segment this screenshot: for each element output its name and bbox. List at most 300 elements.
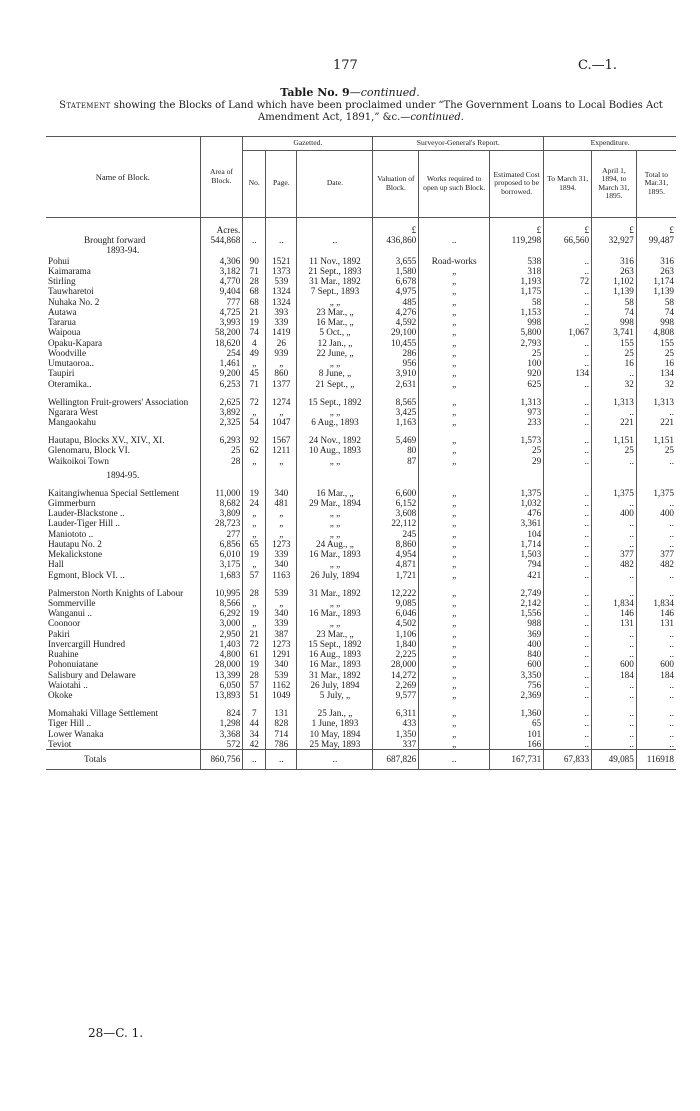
cell-valuation: 9,577 [373,690,419,700]
table-row [46,407,676,417]
cell-valuation: 956 [373,358,419,368]
cell-to-march: .. [544,480,592,498]
cell-no: „ [243,598,266,608]
cell-name: Ruahine [48,649,79,659]
cell-page: 339 [266,317,297,327]
cell-area: 6,856 [200,539,243,549]
table-row [46,327,676,337]
cell-valuation: 12,222 [373,580,419,598]
cell-no: „ [243,508,266,518]
header-april: April 1, 1894, to March 31, 1895. [592,150,637,217]
cell-area: 254 [200,348,243,358]
cell-works: Road-works [419,256,490,266]
cell-no: 54 [243,417,266,427]
cell-no: 19 [243,317,266,327]
cell-total: 316 [636,256,676,266]
cell-date: „ „ [297,529,373,539]
cell-to-march: .. [544,690,592,700]
cell-no: 71 [243,379,266,389]
cell-estimated: 369 [490,629,544,639]
cell-total: 600 [636,659,676,669]
cell-date: 8 June, „ [297,368,373,378]
cell-name: Mangaokahu [48,417,96,427]
cell-works: „ [419,379,490,389]
cell-total: .. [636,718,676,728]
cell-april: 1,834 [592,598,637,608]
cell-name: Nuhaka No. 2 [48,296,100,307]
units-row [46,217,676,235]
cell-estimated: 3,361 [490,518,544,528]
header-date: Date. [297,150,373,217]
cell-date: 23 Mar., „ [297,629,373,639]
cell-works: „ [419,549,490,559]
cell-name: Egmont, Block VI. .. [48,569,125,580]
cell-area: 3,809 [200,508,243,518]
cell-april: 263 [592,266,637,276]
cell-no: „ [243,529,266,539]
table-row [46,639,676,649]
cell-to-march: .. [544,580,592,598]
cell-total: 146 [636,608,676,618]
cell-date: „ „ [297,598,373,608]
cell-to-march: .. [544,700,592,718]
cell-estimated: 166 [490,739,544,750]
totals-total: 116918 [636,750,676,770]
cell-estimated: 973 [490,407,544,417]
cell-no: 72 [243,639,266,649]
cell-page: 340 [266,659,297,669]
cell-area: 8,682 [200,498,243,508]
cell-name: Tiger Hill .. [48,718,92,729]
cell-area: 8,566 [200,598,243,608]
cell-date: 12 Jan., „ [297,338,373,348]
cell-page: 1273 [266,639,297,649]
cell-no: 68 [243,286,266,296]
cell-area: 9,200 [200,368,243,378]
cell-area: 28,723 [200,518,243,528]
cell-works: „ [419,670,490,680]
cell-total: 4,808 [636,327,676,337]
cell-total: 25 [636,445,676,455]
bf-total: 99,487 [636,235,676,245]
cell-date: 21 Sept., 1893 [297,266,373,276]
header-to-march: To March 31, 1894. [544,150,592,217]
cell-name: Hautapu, Blocks XV., XIV., XI. [48,435,165,446]
table-row [46,649,676,659]
cell-estimated: 25 [490,348,544,358]
cell-page: 786 [266,739,297,750]
cell-april: 482 [592,559,637,569]
statement-text: showing the Blocks of Land which have been proclaimed under “The Government Loans to Local Bodies Act Amendment Act, 1891,” &c.— [113,100,663,123]
cell-area: 1,461 [200,358,243,368]
cell-to-march: .. [544,286,592,296]
cell-valuation: 3,425 [373,407,419,417]
unit-to-march: £ [544,217,592,235]
cell-to-march: .. [544,379,592,389]
cell-no: 71 [243,266,266,276]
cell-page: „ [266,518,297,528]
cell-april: 400 [592,508,637,518]
totals-row [46,750,676,770]
cell-estimated: 29 [490,456,544,466]
cell-name: Pohui [48,255,70,266]
cell-to-march: .. [544,529,592,539]
cell-date: „ „ [297,618,373,628]
cell-april: .. [592,700,637,718]
cell-no: 62 [243,445,266,455]
cell-date: 16 Aug., 1893 [297,649,373,659]
cell-valuation: 8,565 [373,389,419,407]
cell-page: „ [266,358,297,368]
cell-total: .. [636,498,676,508]
cell-estimated: 233 [490,417,544,427]
cell-name: Mekalickstone [48,549,103,559]
table-row [46,368,676,378]
cell-to-march: .. [544,427,592,445]
table-row [46,718,676,728]
table-row [46,348,676,358]
cell-date: 22 June, „ [297,348,373,358]
cell-estimated: 794 [490,559,544,569]
cell-to-march: .. [544,266,592,276]
cell-name: Invercargill Hundred [48,638,126,649]
cell-works: „ [419,338,490,348]
cell-valuation: 10,455 [373,338,419,348]
table-row [46,559,676,569]
cell-area: 9,404 [200,286,243,296]
cell-name: Glenomaru, Block VI. [48,445,130,456]
cell-date: 11 Nov., 1892 [297,256,373,266]
cell-name: Oteramika.. [48,378,92,389]
table-row [46,266,676,276]
cell-valuation: 4,871 [373,559,419,569]
cell-area: 3,892 [200,407,243,417]
cell-total: 74 [636,307,676,317]
bf-valuation: 436,860 [373,235,419,245]
statement-suffix: continued. [410,112,464,123]
cell-name: Maniototo .. [48,528,94,539]
cell-to-march: .. [544,358,592,368]
cell-to-march: .. [544,608,592,618]
cell-area: 11,000 [200,480,243,498]
cell-april: 32 [592,379,637,389]
cell-works: „ [419,529,490,539]
cell-estimated: 421 [490,570,544,580]
cell-estimated: 538 [490,256,544,266]
cell-april: 1,375 [592,480,637,498]
cell-estimated: 1,573 [490,427,544,445]
cell-area: 277 [200,529,243,539]
unit-estimated: £ [490,217,544,235]
cell-estimated: 25 [490,445,544,455]
cell-no: 72 [243,389,266,407]
cell-name: Palmerston North Knights of Labour [48,587,184,598]
cell-no: „ [243,518,266,528]
cell-page: „ [266,508,297,518]
totals-valuation: 687,826 [373,750,419,770]
cell-april: 131 [592,618,637,628]
cell-date: 23 Mar., „ [297,307,373,317]
cell-estimated: 1,375 [490,480,544,498]
cell-no: 21 [243,307,266,317]
cell-april: .. [592,729,637,739]
cell-no: 51 [243,690,266,700]
cell-to-march: 72 [544,276,592,286]
cell-to-march: .. [544,670,592,680]
cell-estimated: 1,714 [490,539,544,549]
cell-works: „ [419,417,490,427]
cell-works: „ [419,680,490,690]
cell-to-march: .. [544,639,592,649]
cell-total: .. [636,729,676,739]
cell-works: „ [419,639,490,649]
cell-area: 6,253 [200,379,243,389]
unit-total: £ [636,217,676,235]
cell-valuation: 2,225 [373,649,419,659]
statement-heading [46,100,676,124]
table-row [46,480,676,498]
cell-total: .. [636,690,676,700]
cell-works: „ [419,729,490,739]
cell-total: 184 [636,670,676,680]
cell-estimated: 756 [490,680,544,690]
cell-page: „ [266,598,297,608]
section-1894-row [46,466,676,480]
cell-estimated: 625 [490,379,544,389]
cell-name: Umutaoroa.. [48,358,94,368]
cell-works: „ [419,700,490,718]
cell-no: 19 [243,549,266,559]
cell-estimated: 920 [490,368,544,378]
section-1893-row [46,245,676,255]
cell-area: 28,000 [200,659,243,669]
cell-no: „ [243,618,266,628]
cell-to-march: .. [544,508,592,518]
table-row [46,670,676,680]
cell-total: 377 [636,549,676,559]
cell-area: 6,010 [200,549,243,559]
cell-works: „ [419,629,490,639]
cell-april: .. [592,456,637,466]
cell-area: 3,182 [200,266,243,276]
cell-name: Wanganui .. [48,608,92,618]
cell-date: 10 Aug., 1893 [297,445,373,455]
table-row [46,598,676,608]
cell-april: 1,151 [592,427,637,445]
totals-name: Totals [84,754,107,765]
cell-name: Pohonuiatane [48,659,99,670]
cell-valuation: 28,000 [373,659,419,669]
totals-date: .. [297,750,373,770]
cell-name: Woodville [48,347,87,358]
cell-estimated: 1,313 [490,389,544,407]
cell-page: 1419 [266,327,297,337]
cell-no: 21 [243,629,266,639]
cell-april: 25 [592,445,637,455]
bf-april: 32,927 [592,235,637,245]
cell-to-march: .. [544,389,592,407]
header-area: Area of Block. [200,137,243,218]
cell-name: Tauwharetoi [48,286,94,297]
cell-date: 31 Mar., 1892 [297,580,373,598]
cell-estimated: 2,369 [490,690,544,700]
cell-area: 13,399 [200,670,243,680]
cell-april: 74 [592,307,637,317]
cell-april: 998 [592,317,637,327]
cell-date: 26 July, 1894 [297,680,373,690]
cell-valuation: 1,350 [373,729,419,739]
cell-april: .. [592,529,637,539]
table-row [46,618,676,628]
table-row [46,307,676,317]
table-title-suffix: —continued. [349,86,420,99]
table-row [46,389,676,407]
cell-name: Lower Wanaka [48,728,104,739]
cell-no: „ [243,407,266,417]
cell-estimated: 998 [490,317,544,327]
section-1894-label: 1894-95. [106,469,140,480]
table-row [46,317,676,327]
statement-label: Statement [59,100,111,111]
cell-name: Teviot [48,738,72,749]
cell-date: „ „ [297,559,373,569]
cell-works: „ [419,297,490,307]
cell-name: Momahaki Village Settlement [48,708,159,719]
cell-valuation: 3,608 [373,508,419,518]
page-number: 177 [333,58,358,73]
cell-total: .. [636,639,676,649]
cell-works: „ [419,598,490,608]
cell-april: .. [592,539,637,549]
cell-name: Salisbury and Delaware [48,669,136,680]
cell-no: 74 [243,327,266,337]
cell-total: .. [636,456,676,466]
table-row [46,256,676,266]
cell-to-march: .. [544,570,592,580]
cell-april: .. [592,639,637,649]
cell-total: .. [636,570,676,580]
cell-name: Waikoikoi Town [48,455,109,466]
cell-area: 3,000 [200,618,243,628]
cell-page: 539 [266,276,297,286]
cell-valuation: 2,631 [373,379,419,389]
cell-works: „ [419,570,490,580]
cell-to-march: .. [544,629,592,639]
unit-valuation: £ [373,217,419,235]
header-page: Page. [266,150,297,217]
cell-april: 16 [592,358,637,368]
cell-page: 131 [266,700,297,718]
cell-area: 1,403 [200,639,243,649]
cell-date: „ „ [297,407,373,417]
bf-estimated: 119,298 [490,235,544,245]
cell-works: „ [419,659,490,669]
cell-name: Pakiri [48,628,70,639]
table-row [46,276,676,286]
cell-no: „ [243,358,266,368]
cell-works: „ [419,286,490,296]
cell-works: „ [419,266,490,276]
cell-total: 131 [636,618,676,628]
cell-date: 31 Mar., 1892 [297,276,373,286]
cell-date: 16 Mar., 1893 [297,608,373,618]
cell-works: „ [419,718,490,728]
cell-total: 1,834 [636,598,676,608]
cell-estimated: 600 [490,659,544,669]
cell-area: 3,993 [200,317,243,327]
cell-no: 65 [243,539,266,549]
cell-april: 600 [592,659,637,669]
table-row [46,379,676,389]
cell-works: „ [419,608,490,618]
cell-page: 1211 [266,445,297,455]
cell-area: 6,292 [200,608,243,618]
table-row [46,580,676,598]
cell-works: „ [419,690,490,700]
cell-to-march: .. [544,445,592,455]
cell-to-march: 1,067 [544,327,592,337]
cell-april: 1,139 [592,286,637,296]
cell-estimated: 1,032 [490,498,544,508]
table-row [46,549,676,559]
cell-works: „ [419,508,490,518]
cell-total: 32 [636,379,676,389]
cell-page: 1324 [266,286,297,296]
page-code: C.—1. [578,58,618,73]
cell-estimated: 988 [490,618,544,628]
cell-to-march: .. [544,598,592,608]
table-row [46,358,676,368]
cell-to-march: .. [544,539,592,549]
cell-total: .. [636,629,676,639]
cell-date: 6 Aug., 1893 [297,417,373,427]
cell-area: 10,995 [200,580,243,598]
cell-works: „ [419,580,490,598]
cell-estimated: 1,193 [490,276,544,286]
table-body [46,217,676,770]
cell-works: „ [419,498,490,508]
cell-area: 4,725 [200,307,243,317]
cell-estimated: 318 [490,266,544,276]
cell-estimated: 2,749 [490,580,544,598]
cell-date: „ „ [297,297,373,307]
bf-page: .. [266,235,297,245]
cell-total: 221 [636,417,676,427]
cell-area: 28 [200,456,243,466]
cell-to-march: .. [544,618,592,628]
cell-to-march: .. [544,417,592,427]
cell-works: „ [419,539,490,549]
cell-area: 1,298 [200,718,243,728]
cell-no: 49 [243,348,266,358]
cell-works: „ [419,307,490,317]
cell-total: .. [636,680,676,690]
cell-valuation: 6,678 [373,276,419,286]
cell-total: 1,151 [636,427,676,445]
totals-area: 860,756 [200,750,243,770]
cell-area: 1,683 [200,570,243,580]
cell-date: 24 Aug., „ [297,539,373,549]
cell-april: 146 [592,608,637,618]
cell-april: 1,102 [592,276,637,286]
cell-name: Coonoor [48,618,81,629]
cell-total: .. [636,739,676,750]
cell-no: 7 [243,700,266,718]
cell-april: 58 [592,297,637,307]
cell-total: .. [636,529,676,539]
cell-estimated: 101 [490,729,544,739]
bf-works: .. [419,235,490,245]
